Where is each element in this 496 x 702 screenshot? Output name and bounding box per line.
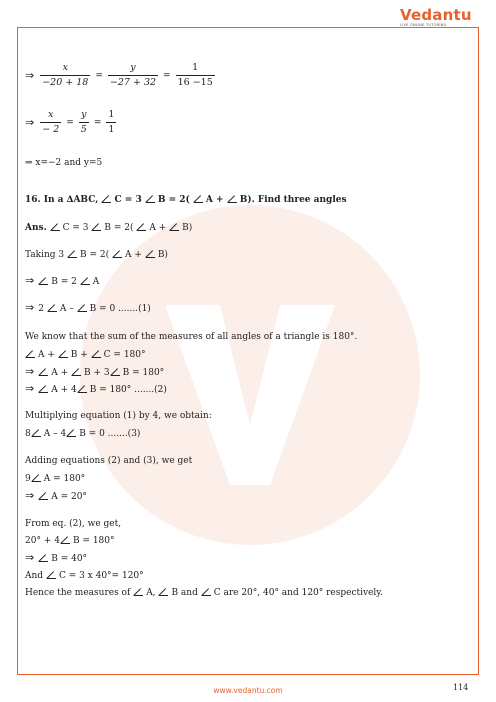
- text-line: Multiplying equation (1) by 4, we obtain:: [25, 411, 212, 421]
- fraction: $\frac{y}{-27 + 32}$: [109, 62, 157, 88]
- logo-tagline: LIVE ONLINE TUTORING: [400, 23, 447, 27]
- text-line: Adding equations (2) and (3), we get: [25, 456, 193, 466]
- result-line: ⇒ x=−2 and y=5: [25, 158, 103, 168]
- text-line: From eq. (2), we get,: [25, 519, 122, 529]
- footer-url[interactable]: www.vedantu.com: [213, 686, 283, 695]
- equation-2: ⇒ $\frac{x}{- 2}$ = $\frac{y}{5}$ = $\frac{1}{1}$: [25, 109, 115, 135]
- text-line: We know that the sum of the measures of all angles of a triangle is 180°.: [25, 332, 358, 342]
- text-line: ⇒ 2 A – B = 0 .......(1): [25, 301, 151, 314]
- text-line: And C = 3 x 40°= 120°: [25, 571, 144, 581]
- text-line: ⇒ B = 2 A: [25, 274, 100, 287]
- page-number: 114: [453, 683, 469, 692]
- text-line: Hence the measures of A, B and C are 20°, 40° and 120° respectively.: [25, 588, 384, 598]
- fraction: $\frac{1}{16 -15}$: [177, 62, 213, 88]
- text-line: Taking 3 B = 2( A + B): [25, 250, 168, 260]
- implies-icon: ⇒: [25, 115, 35, 129]
- text-line: ⇒ B = 40°: [25, 551, 88, 564]
- fraction: $\frac{1}{1}$: [108, 109, 115, 135]
- implies-icon: ⇒: [25, 68, 35, 82]
- fraction: $\frac{x}{- 2}$: [42, 109, 60, 135]
- text-line: ⇒ A + 4 B = 180° .......(2): [25, 382, 167, 395]
- question-title: 16. In a ∆ABC, C = 3 B = 2( A + B). Find three angles: [25, 195, 347, 205]
- text-line: 9 A = 180°: [25, 474, 86, 484]
- text-line: A + B + C = 180°: [25, 349, 146, 361]
- equation-1: ⇒ $\frac{x}{-20 + 18}$ = $\frac{y}{-27 + 32}$ = $\frac{1}{16 -15}$: [25, 62, 213, 88]
- text-line: 8 A – 4 B = 0 .......(3): [25, 429, 141, 439]
- answer-line: Ans. C = 3 B = 2( A + B): [25, 223, 193, 233]
- text-line: ⇒ A = 20°: [25, 489, 87, 502]
- fraction: $\frac{y}{5}$: [80, 109, 87, 135]
- vedantu-logo: [400, 6, 472, 32]
- text-line: 20° + 4 B = 180°: [25, 536, 115, 546]
- fraction: $\frac{x}{-20 + 18}$: [42, 62, 89, 88]
- logo-text: Vedantu: [400, 6, 472, 24]
- text-line: ⇒ A + B + 3 B = 180°: [25, 365, 165, 378]
